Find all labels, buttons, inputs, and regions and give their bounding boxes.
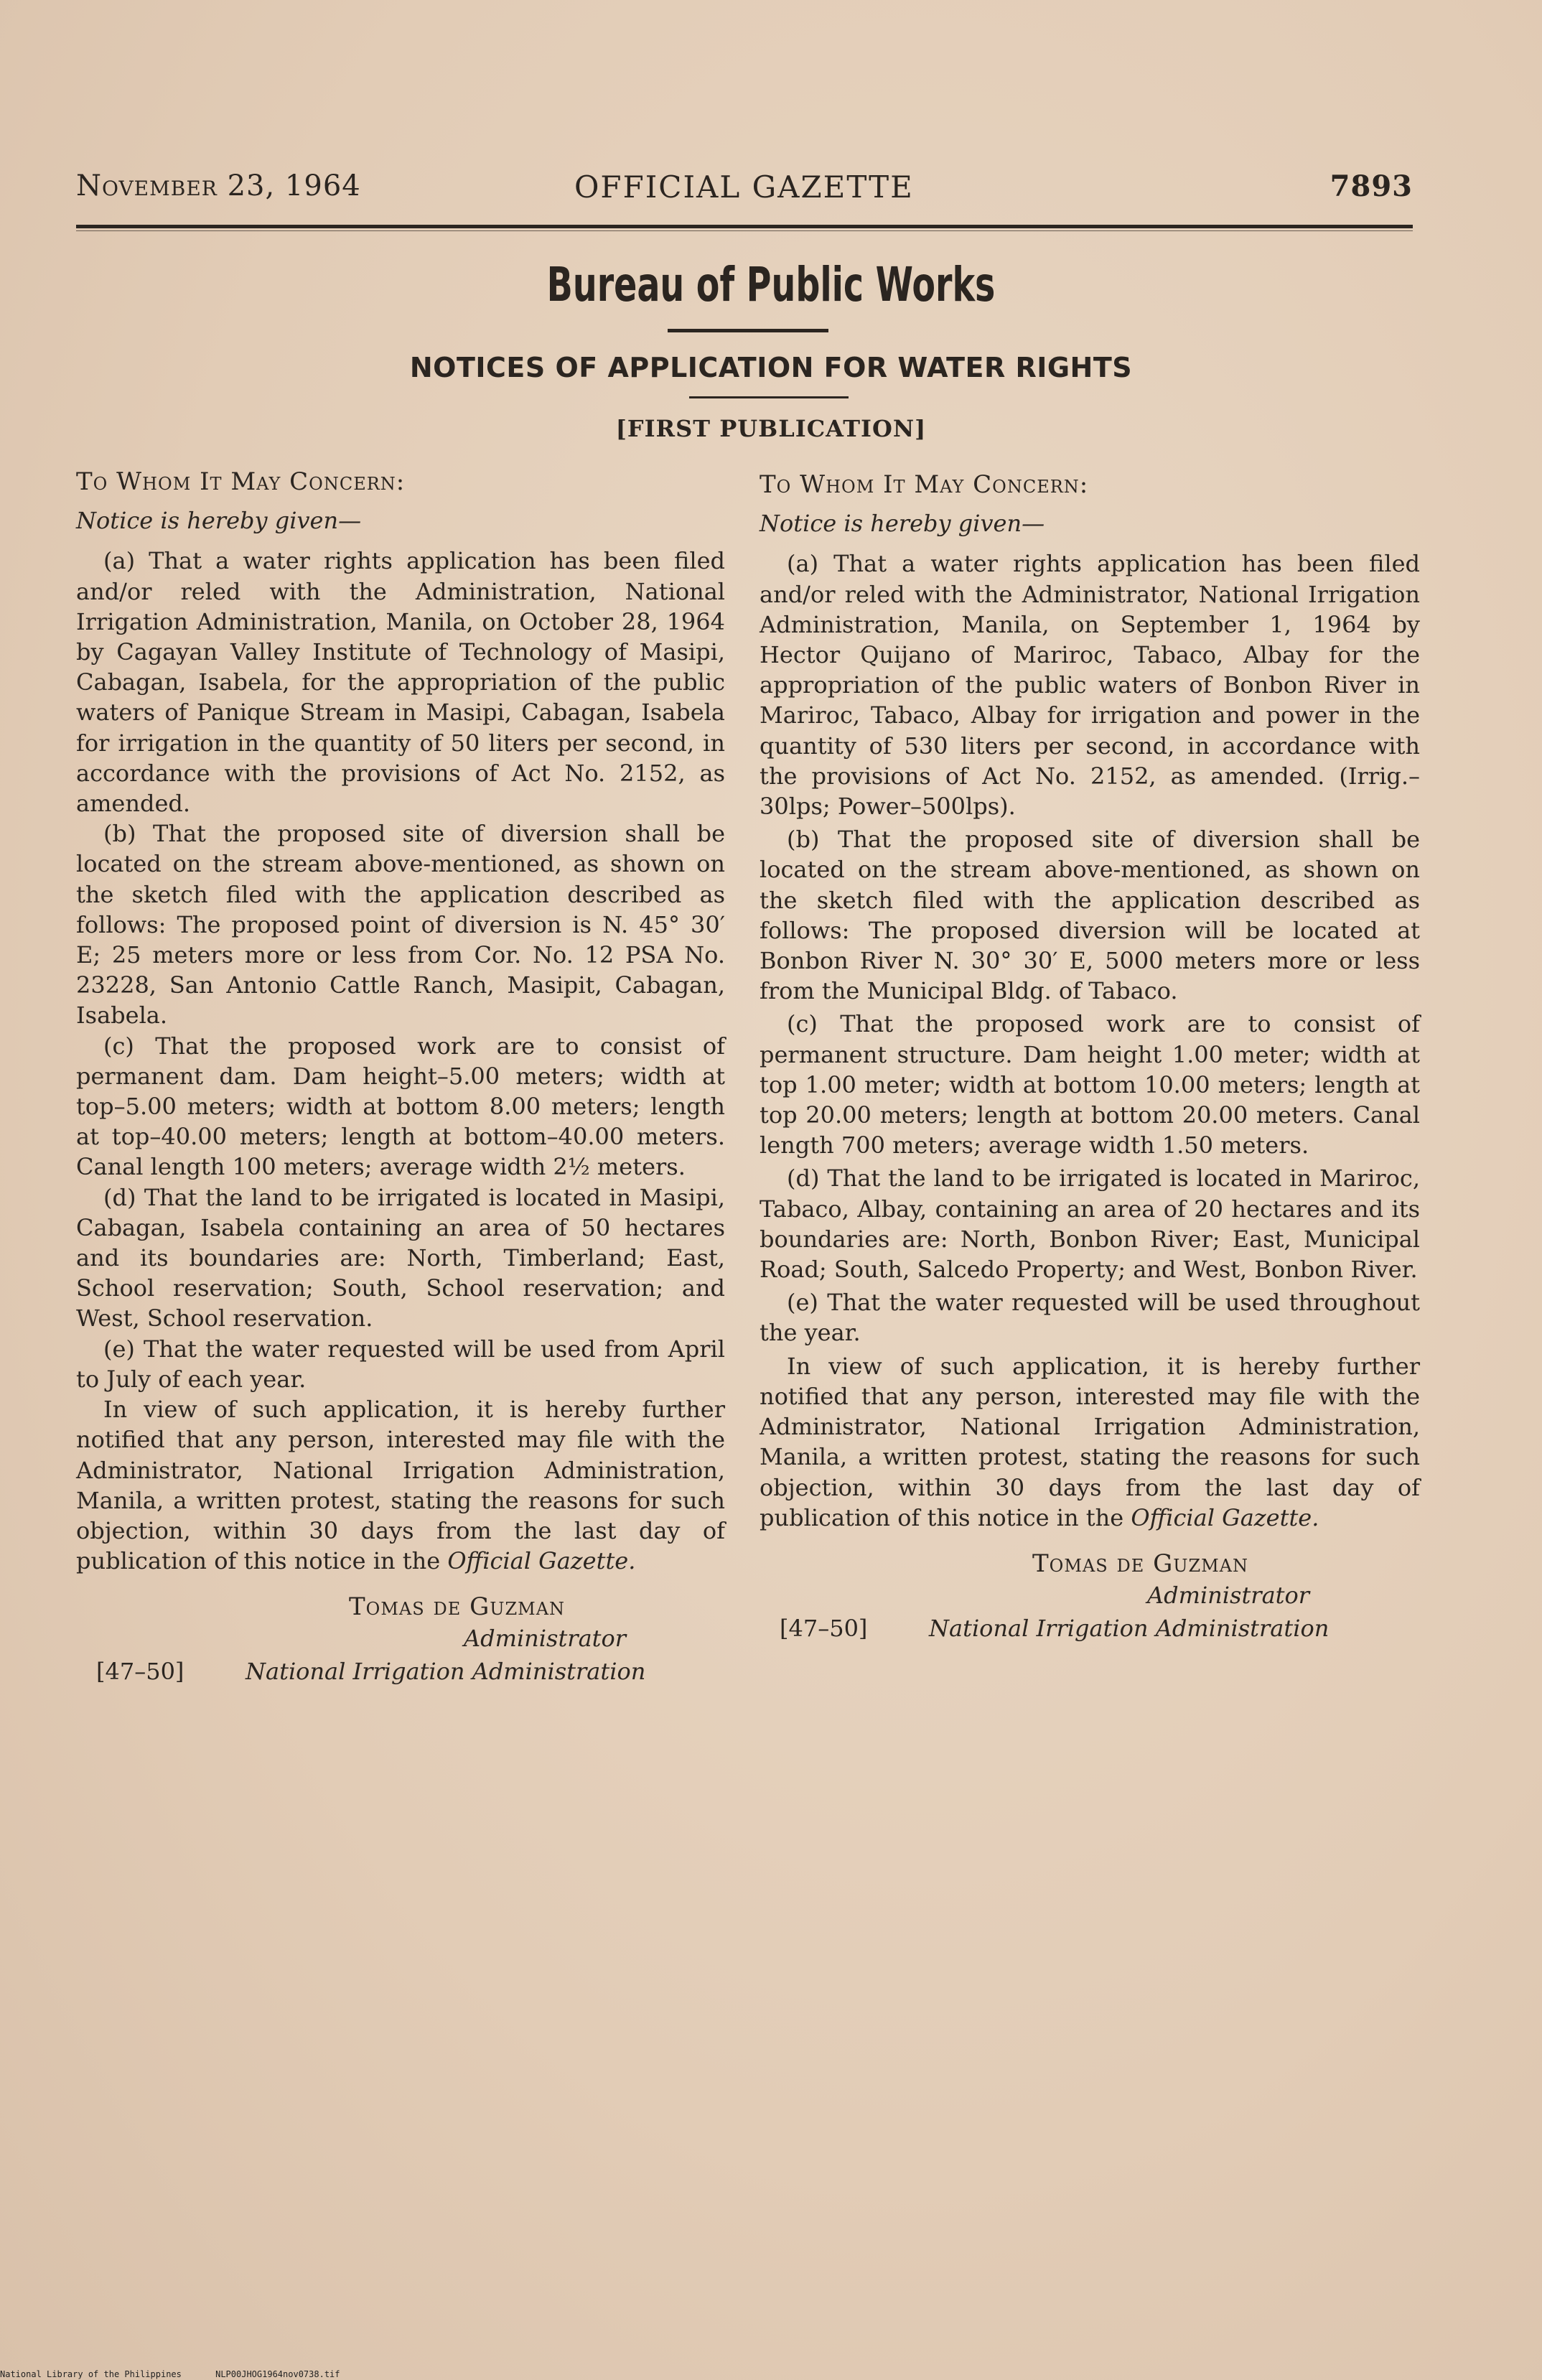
clause-e: (e) That the water requested will be used from April to July of each year. [76,1335,725,1393]
clause-a: (a) That a water rights application has been filed and/or reled with the Administrator, National Irrigation Administration, Manila, on September 1, 1964 by Hector Quijano of Mariroc, Tabaco, Albay for the appropriation of the public waters of Bonbon River in Mariroc, Tabaco, Albay for irrigation and power in the quantity of 530 liters per second, in accordance with the provisions of Act No. 2152, as amended. (Irrig.–30lps; Power–500lps). [760,550,1420,821]
salutation: To Whom It May Concern: [760,470,1089,499]
salutation: To Whom It May Concern: [76,467,406,496]
header-rule-thin [76,230,1413,231]
publication-name: OFFICIAL GAZETTE [574,169,914,205]
signatory-title: Administrator [1147,1581,1310,1609]
notice-heading: NOTICES OF APPLICATION FOR WATER RIGHTS [409,352,1133,383]
closing-text: In view of such application, it is hereby further notified that any person, interested may file with the Administrator, National Irrigation Administration, Manila, a written protest, stating the reasons for such objection, within 30 days from the last day of publication of this notice in the [76,1396,725,1575]
closing-paragraph [76,1394,725,1576]
right-notice [760,470,1420,1642]
clause-c: (c) That the proposed work are to consist of permanent dam. Dam height–5.00 meters; width at top–5.00 meters; width at bottom 8.00 meters; length at top–40.00 meters; length at bottom–40.00 meters. Canal length 100 meters; average width 2½ meters. [76,1032,725,1181]
signature-block [760,1549,1420,1642]
signatory-title: Administrator [464,1625,627,1653]
closing-text: In view of such application, it is hereby further notified that any person, interested may file with the Administrator, National Irrigation Administration, Manila, a written protest, stating the reasons for such objection, within 30 days from the last day of publication of this notice in the [760,1352,1420,1531]
section-title: Bureau of Public Works [546,257,996,312]
clause-d: (d) That the land to be irrigated is located in Mariroc, Tabaco, Albay, containing an area of 20 hectares and its boundaries are: North, Bonbon River; East, Municipal Road; South, Salcedo Property; and West, Bonbon River. [760,1165,1420,1284]
signatory-name: Tomas de Guzman [349,1592,566,1622]
organization: National Irrigation Administration [246,1658,646,1686]
publication-code: [47–50] [96,1658,184,1686]
notice-intro: Notice is hereby given— [76,507,362,535]
page-header [76,169,1413,214]
library-credit: National Library of the Philippines [0,2369,182,2379]
closing-italic: Official Gazette. [1131,1503,1319,1531]
publication-marker: [FIRST PUBLICATION] [615,415,927,442]
issue-date: November 23, 1964 [76,169,361,202]
clause-b: (b) That the proposed site of diversion shall be located on the stream above-mentioned, as shown on the sketch filed with the application described as follows: The proposed diversion will be located at Bonbon River N. 30° 30′ E, 5000 meters more or less from the Municipal Bldg. of Tabaco. [760,826,1420,1005]
organization: National Irrigation Administration [929,1614,1330,1642]
clause-b: (b) That the proposed site of diversion shall be located on the stream above-mentioned, as shown on the sketch filed with the application described as follows: The proposed point of diversion is N. 45° 30′ E; 25 meters more or less from Cor. No. 12 PSA No. 23228, San Antonio Cattle Ranch, Masipit, Cabagan, Isabela. [76,820,725,1030]
left-notice [76,467,725,1685]
closing-paragraph [760,1351,1420,1533]
scan-filename: NLP00JHOG1964nov0738.tif [215,2369,340,2379]
clause-d: (d) That the land to be irrigated is located in Masipi, Cabagan, Isabela containing an area of 50 hectares and its boundaries are: North, Timberland; East, School reservation; South, School reservation; and West, School reservation. [76,1183,725,1333]
heading-rule [689,396,849,398]
closing-italic: Official Gazette. [447,1547,636,1575]
signatory-name: Tomas de Guzman [1032,1549,1249,1578]
title-rule [668,329,828,332]
scan-footer [0,2369,369,2379]
clause-a: (a) That a water rights application has been filed and/or reled with the Administration, National Irrigation Administration, Manila, on October 28, 1964 by Cagayan Valley Institute of Technology of Masipi, Cabagan, Isabela, for the appropriation of the public waters of Panique Stream in Masipi, Cabagan, Isabela for irrigation in the quantity of 50 liters per second, in accordance with the provisions of Act No. 2152, as amended. [76,547,725,818]
publication-code: [47–50] [780,1614,868,1642]
clause-c: (c) That the proposed work are to consist of permanent structure. Dam height 1.00 meter; width at top 1.00 meter; width at bottom 10.00 meters; length at top 20.00 meters; length at bottom 20.00 meters. Canal length 700 meters; average width 1.50 meters. [760,1010,1420,1159]
page-number: 7893 [1330,169,1413,203]
header-rule [76,225,1413,228]
clause-e: (e) That the water requested will be used throughout the year. [760,1289,1420,1347]
signature-block [76,1592,725,1685]
notice-intro: Notice is hereby given— [760,510,1045,538]
